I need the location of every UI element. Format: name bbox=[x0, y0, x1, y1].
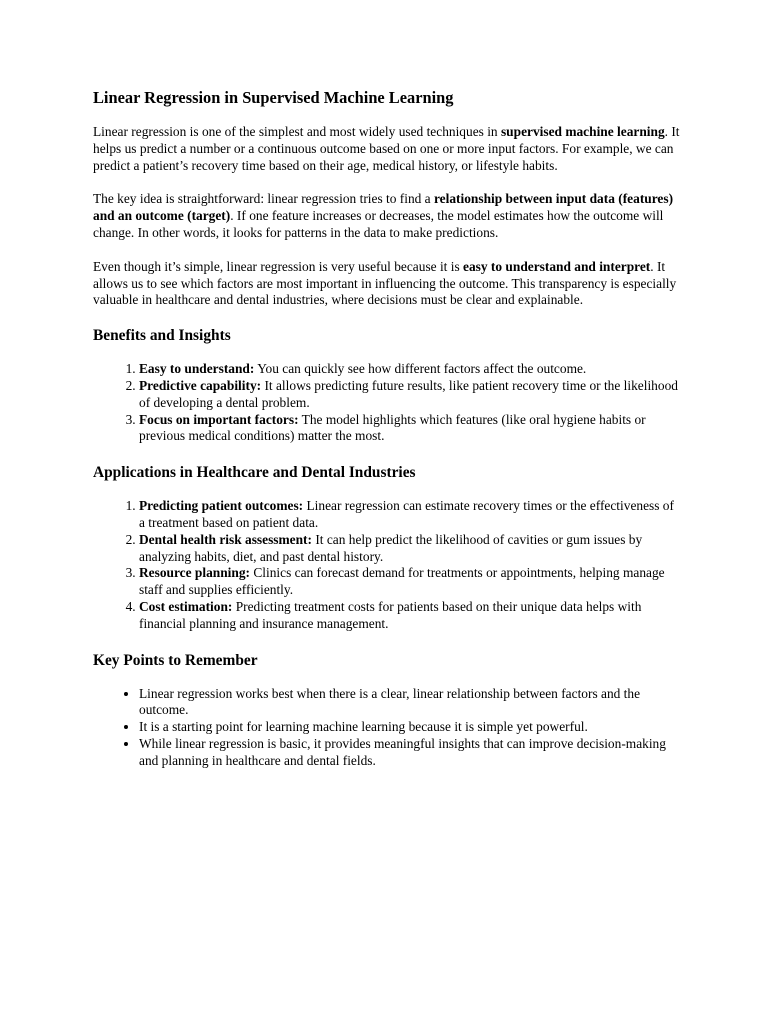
applications-heading: Applications in Healthcare and Dental Industries bbox=[93, 464, 416, 482]
benefits-heading: Benefits and Insights bbox=[93, 327, 231, 345]
item-label: Dental health risk assessment: bbox=[139, 531, 312, 547]
item-text: Clinics can forecast demand for treatments or appointments, helping manage staff and supplies efficiently. bbox=[139, 565, 665, 598]
list-item bbox=[139, 412, 683, 446]
bold-term: easy to understand and interpret bbox=[463, 258, 651, 274]
item-text: You can quickly see how different factors affect the outcome. bbox=[254, 361, 587, 377]
list-item bbox=[139, 378, 683, 412]
list-item: • It is a starting point for learning machine learning because it is simple yet powerful. bbox=[139, 719, 683, 736]
item-label: Focus on important factors: bbox=[139, 411, 299, 427]
item-text: It allows predicting future results, like patient recovery time or the likelihood of developing a dental problem. bbox=[139, 377, 678, 410]
list-item bbox=[139, 565, 683, 599]
list-item bbox=[139, 599, 683, 633]
intro-paragraph-1 bbox=[93, 124, 683, 174]
item-label: Predictive capability: bbox=[139, 377, 262, 393]
bold-term: relationship between input data (features) and an outcome (target) bbox=[93, 191, 674, 224]
applications-list bbox=[93, 498, 683, 632]
text-run: . If one feature increases or decreases, the model estimates how the outcome will change. In other words, it looks for patterns in the data to make predictions. bbox=[93, 208, 664, 240]
text-run: . It helps us predict a number or a continuous outcome based on one or more input factors. For example, we can predict a patient’s recovery time based on their age, medical history, or lifestyle habits. bbox=[93, 124, 680, 173]
item-text: Linear regression can estimate recovery times or the effectiveness of a treatment based on patient data. bbox=[139, 498, 674, 530]
list-item bbox=[139, 532, 683, 566]
list-item: • Linear regression works best when there is a clear, linear relationship between factors and the outcome. bbox=[139, 686, 683, 720]
benefits-list bbox=[93, 361, 683, 445]
item-text: Predicting treatment costs for patients based on their unique data helps with financial planning and insurance management. bbox=[139, 598, 642, 631]
item-label: Predicting patient outcomes: bbox=[139, 498, 304, 514]
list-item bbox=[139, 361, 683, 378]
document-title: Linear Regression in Supervised Machine Learning bbox=[93, 88, 454, 107]
list-item: • While linear regression is basic, it provides meaningful insights that can improve decision-making and planning in healthcare and dental fields. bbox=[139, 736, 683, 770]
item-label: Easy to understand: bbox=[139, 361, 255, 377]
list-item bbox=[139, 498, 683, 532]
item-text: It can help predict the likelihood of cavities or gum issues by analyzing habits, diet, and past dental history. bbox=[139, 531, 643, 564]
item-text: The model highlights which features (like oral hygiene habits or previous medical conditions) matter the most. bbox=[139, 411, 646, 444]
text-run: . It allows us to see which factors are most important in influencing the outcome. This transparency is especially valuable in healthcare and dental industries, where decisions must be clear and explainable. bbox=[93, 258, 677, 308]
key-points-list bbox=[93, 686, 683, 770]
intro-paragraph-3 bbox=[93, 259, 683, 309]
document-page bbox=[93, 88, 683, 788]
text-run: Even though it’s simple, linear regression is very useful because it is bbox=[93, 258, 464, 274]
item-label: Cost estimation: bbox=[139, 598, 233, 614]
text-run: The key idea is straightforward: linear regression tries to find a bbox=[93, 191, 434, 207]
item-label: Resource planning: bbox=[139, 565, 250, 581]
text-run: Linear regression is one of the simplest and most widely used techniques in bbox=[93, 124, 501, 139]
bold-term: supervised machine learning bbox=[500, 124, 665, 139]
intro-paragraph-2 bbox=[93, 191, 683, 241]
key-points-heading: Key Points to Remember bbox=[93, 651, 258, 669]
